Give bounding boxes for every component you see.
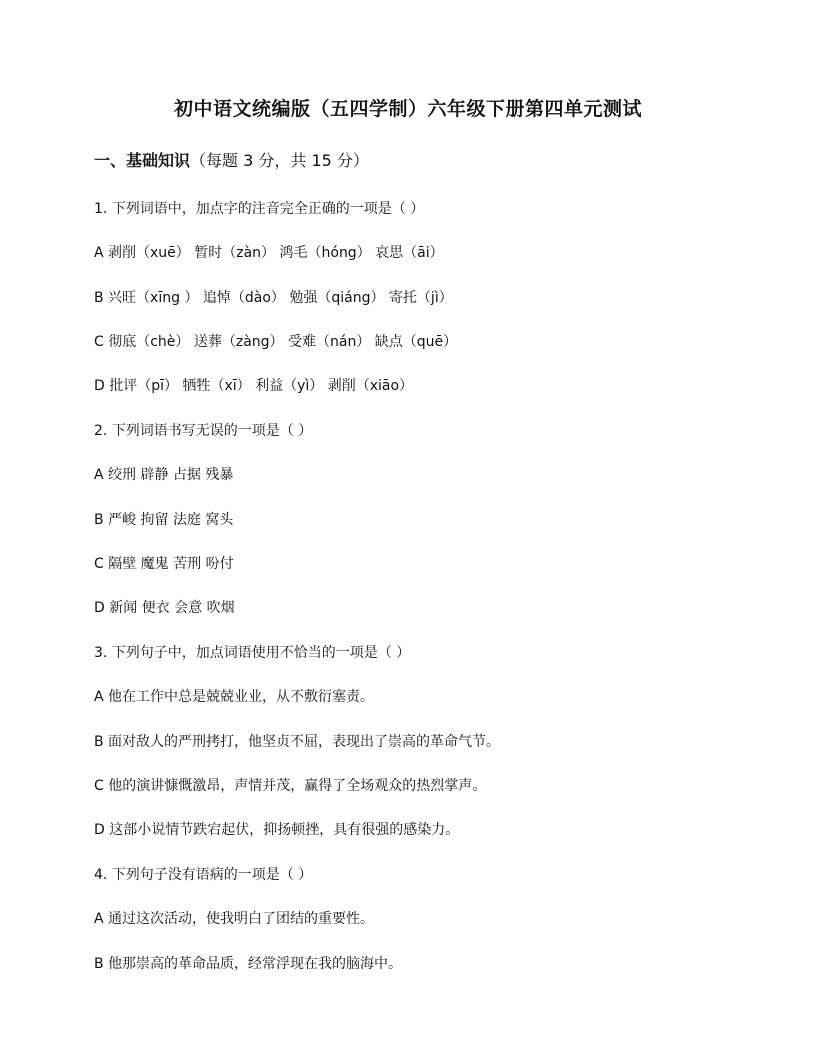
question-2-option-c: C 隔壁 魔鬼 苦刑 吩付 bbox=[94, 556, 234, 572]
question-1-option-c: C 彻底（chè） 送葬（zàng） 受难（nán） 缺点（quē） bbox=[94, 334, 458, 350]
question-2: 2. 下列词语书写无误的一项是（ ） bbox=[94, 423, 313, 439]
section-heading-label: 一、基础知识 bbox=[94, 151, 191, 170]
question-4: 4. 下列句子没有语病的一项是（ ） bbox=[94, 867, 313, 883]
question-3: 3. 下列句子中，加点词语使用不恰当的一项是（ ） bbox=[94, 645, 411, 661]
question-2-option-a: A 绞刑 辟静 占据 残暴 bbox=[94, 467, 234, 483]
question-3-option-c: C 他的演讲慷慨激昂，声情并茂，赢得了全场观众的热烈掌声。 bbox=[94, 778, 487, 794]
section-heading bbox=[94, 149, 369, 173]
question-2-option-b: B 严峻 拘留 法庭 窝头 bbox=[94, 512, 234, 528]
question-4-option-a: A 通过这次活动，使我明白了团结的重要性。 bbox=[94, 911, 375, 927]
question-1: 1. 下列词语中，加点字的注音完全正确的一项是（ ） bbox=[94, 201, 425, 217]
question-2-option-d: D 新闻 便衣 会意 吹烟 bbox=[94, 600, 235, 616]
question-1-option-b: B 兴旺（xīng ） 追悼（dào） 勉强（qiáng） 寄托（jì） bbox=[94, 290, 453, 306]
question-4-option-b: B 他那崇高的革命品质，经常浮现在我的脑海中。 bbox=[94, 956, 403, 972]
question-3-option-d: D 这部小说情节跌宕起伏，抑扬顿挫，具有很强的感染力。 bbox=[94, 822, 460, 838]
question-3-option-b: B 面对敌人的严刑拷打，他坚贞不屈，表现出了崇高的革命气节。 bbox=[94, 734, 501, 750]
section-score-note: （每题 3 分，共 15 分） bbox=[190, 151, 369, 170]
question-1-option-d: D 批评（pī） 牺牲（xī） 利益（yì） 剥削（xiāo） bbox=[94, 378, 414, 394]
question-1-option-a: A 剥削（xuē） 暂时（zàn） 鸿毛（hóng） 哀思（āi） bbox=[94, 245, 444, 261]
question-3-option-a: A 他在工作中总是兢兢业业，从不敷衍塞责。 bbox=[94, 689, 375, 705]
document-title: 初中语文统编版（五四学制）六年级下册第四单元测试 bbox=[173, 98, 642, 120]
